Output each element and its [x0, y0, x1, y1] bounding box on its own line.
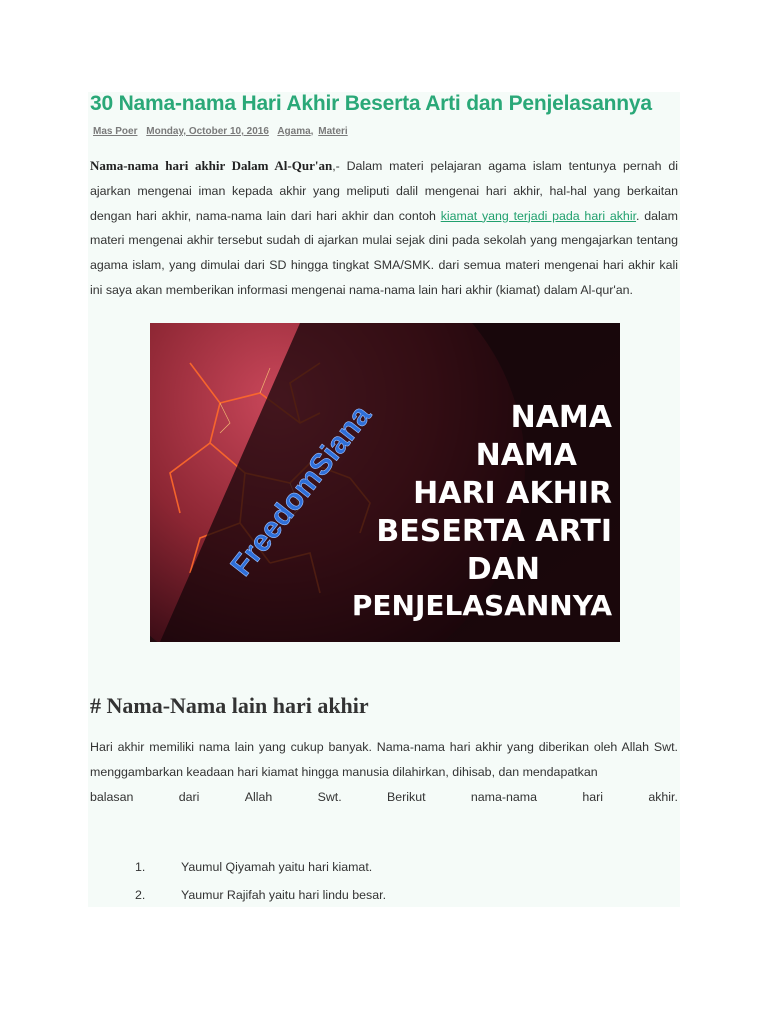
list-item	[90, 860, 678, 888]
section-paragraph: Hari akhir memiliki nama lain yang cukup banyak. Nama-nama hari akhir yang diberikan oleh Allah Swt. menggambarkan keadaan hari kiamat hingga manusia dilahirkan, dihisab, dan mendapatkan	[90, 740, 678, 779]
word: hari	[582, 790, 603, 804]
article-title[interactable]: 30 Nama-nama Hari Akhir Beserta Arti dan Penjelasannya	[90, 92, 652, 115]
list-item	[90, 888, 678, 916]
hero-graphic	[150, 323, 620, 642]
kiamat-link[interactable]: kiamat yang terjadi pada hari akhir	[440, 208, 637, 223]
post-meta	[93, 126, 354, 137]
date-link[interactable]: Monday, October 10, 2016	[146, 126, 269, 137]
section-heading: # Nama-Nama lain hari akhir	[90, 693, 369, 718]
names-list	[90, 860, 678, 916]
label-separator: ,	[310, 126, 314, 137]
list-number: 1.	[135, 860, 146, 874]
word: Allah	[244, 790, 273, 804]
author-link[interactable]: Mas Poer	[93, 126, 138, 137]
label-agama[interactable]: Agama	[277, 126, 311, 137]
watermark-text: FreedomSiana	[224, 399, 378, 583]
word: Swt.	[317, 790, 342, 804]
word: Berikut	[387, 790, 426, 804]
label-materi[interactable]: Materi	[318, 126, 348, 137]
intro-text: ,- Dalam materi pelajaran agama islam tentunya pernah di ajarkan mengenai iman kepada akhir yang meliputi dalil mengenai hari akhir, hal-hal yang berkaitan dengan hari akhir, nama-nama lain dari hari akhir dan contoh	[90, 159, 678, 223]
intro-text-end: . dalam materi mengenai akhir tersebut sudah di ajarkan mulai sejak dini pada sekolah yang mengajarkan tentang agama islam, yang dimulai dari SD hingga tingkat SMA/SMK. dari semua materi mengenai hari akhir kali ini saya akan memberikan informasi mengenai nama-nama lain hari akhir (kiamat) dalam Al-qur'an.	[90, 208, 678, 297]
list-text: Yaumur Rajifah yaitu hari lindu besar.	[181, 888, 387, 902]
hero-line-1: NAMA	[510, 400, 612, 435]
hero-line-2: NAMA	[475, 438, 577, 473]
list-text: Yaumul Qiyamah yaitu hari kiamat.	[181, 860, 373, 874]
intro-paragraph	[90, 154, 678, 303]
intro-lead: Nama-nama hari akhir Dalam Al-Qur'an	[90, 158, 333, 173]
hero-line-6: PENJELASANNYA	[351, 589, 612, 622]
word: akhir.	[648, 790, 678, 804]
hero-image	[150, 323, 620, 642]
hero-line-5: DAN	[466, 552, 540, 587]
word: nama-nama	[470, 790, 538, 804]
word: balasan	[90, 790, 134, 804]
section-paragraph-last-line	[90, 785, 678, 810]
hero-line-3: HARI AKHIR	[413, 476, 612, 511]
word: dari	[178, 790, 200, 804]
list-number: 2.	[135, 888, 146, 902]
hero-line-4: BESERTA ARTI	[376, 514, 612, 549]
